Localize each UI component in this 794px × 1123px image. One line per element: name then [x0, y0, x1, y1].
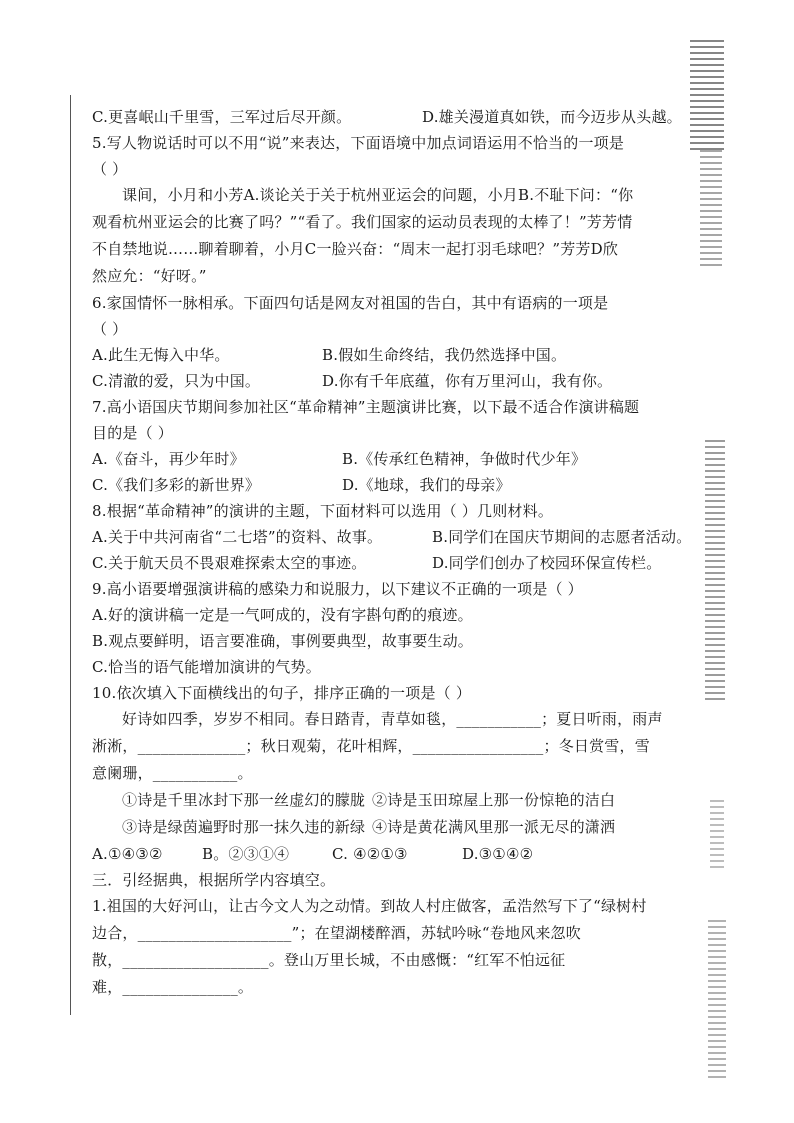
option-d: D.你有千年底蕴，你有万里河山，我有你。 — [322, 372, 613, 390]
fill-in-line: 边合，____________________”；在望湖楼醉酒，苏轼吟咏“卷地风来忽吹 — [92, 924, 581, 942]
option-b: B.观点要鲜明，语言要准确，事例要典型，故事要生动。 — [92, 632, 473, 650]
option-a: A.好的演讲稿一定是一气呵成的，没有字斟句酌的痕迹。 — [92, 606, 473, 624]
option-row-q8 — [92, 550, 700, 576]
option-row-q6 — [92, 342, 700, 368]
option-d: D.雄关漫道真如铁，而今迈步从头越。 — [422, 108, 682, 126]
question-7-stem-cont: 目的是（ ） — [92, 424, 173, 442]
question-6-stem: 6.家国情怀一脉相承。下面四句话是网友对祖国的告白，其中有语病的一项是 — [92, 294, 609, 312]
scan-artifact — [700, 150, 722, 270]
option-b: B。②③①④ — [202, 845, 290, 863]
option-c: C.更喜岷山千里雪，三军过后尽开颜。 — [92, 108, 352, 126]
question-8-stem: 8.根据“革命精神”的演讲的主题，下面材料可以选用（ ）几则材料。 — [92, 502, 554, 520]
answer-blank-q6: （ ） — [92, 320, 128, 338]
option-c: C. ④②①③ — [332, 845, 408, 863]
option-a: A.关于中共河南省“二七塔”的资料、故事。 — [92, 528, 383, 546]
question-9-stem: 9.高小语要增强演讲稿的感染力和说服力，以下建议不正确的一项是（ ） — [92, 580, 583, 598]
section-3-heading: 三．引经据典，根据所学内容填空。 — [92, 871, 336, 889]
binding-margin-line — [70, 95, 71, 1015]
option-a: A.此生无悔入中华。 — [92, 346, 230, 364]
option-b: B.假如生命终结，我仍然选择中国。 — [322, 346, 567, 364]
passage-line: 好诗如四季，岁岁不相同。春日踏青，青草如毯，___________；夏日听雨，雨声 — [122, 710, 663, 728]
answer-blank-q5: （ ） — [92, 160, 128, 178]
option-c: C.恰当的语气能增加演讲的气势。 — [92, 658, 321, 676]
passage-line: 然应允：“好呀。” — [92, 267, 207, 285]
option-a: A.①④③② — [92, 845, 163, 863]
option-b: B.同学们在国庆节期间的志愿者活动。 — [432, 528, 692, 546]
option-c: C.《我们多彩的新世界》 — [92, 476, 261, 494]
option-a: A.《奋斗，再少年时》 — [92, 450, 245, 468]
question-content — [92, 104, 700, 1001]
option-d: D.③①④② — [462, 845, 534, 863]
option-c: C.关于航天员不畏艰难探索太空的事迹。 — [92, 554, 367, 572]
sentence-choices-row — [92, 787, 700, 814]
option-row-q7 — [92, 472, 700, 498]
scan-artifact — [708, 920, 726, 1080]
option-row-q6 — [92, 368, 700, 394]
option-d: D.同学们创办了校园环保宣传栏。 — [432, 554, 662, 572]
fill-in-question-1: 1.祖国的大好河山，让古今文人为之动情。到故人村庄做客，孟浩然写下了“绿树村 — [92, 897, 647, 915]
question-7-stem: 7.高小语国庆节期间参加社区“革命精神”主题演讲比赛，以下最不适合作演讲稿题 — [92, 398, 640, 416]
passage-line: 课间，小月和小芳A.谈论关于关于杭州亚运会的问题，小月B.不耻下问：“你 — [122, 186, 634, 204]
sentence-choice-2: ②诗是玉田琼屋上那一份惊艳的洁白 — [372, 791, 616, 809]
sentence-choices-row — [92, 814, 700, 841]
question-10-stem: 10.依次填入下面横线出的句子，排序正确的一项是（ ） — [92, 684, 472, 702]
option-c: C.清澈的爱，只为中国。 — [92, 372, 261, 390]
fill-in-line: 难，_______________。 — [92, 978, 254, 996]
sentence-choice-3: ③诗是绿茵遍野时那一抹久违的新绿 — [122, 818, 366, 836]
option-d: D.《地球，我们的母亲》 — [342, 476, 511, 494]
passage-line: 意阑珊，___________。 — [92, 764, 253, 782]
passage-line: 淅淅，______________；秋日观菊，花叶相辉，_________________；冬日赏雪，雪 — [92, 737, 650, 755]
sentence-choice-1: ①诗是千里冰封下那一丝虚幻的朦胧 — [122, 791, 366, 809]
sentence-choice-4: ④诗是黄花满风里那一派无尽的潇洒 — [372, 818, 616, 836]
option-row-q4 — [92, 104, 700, 130]
scan-artifact — [710, 800, 724, 870]
question-5-stem: 5.写人物说话时可以不用“说”来表达，下面语境中加点词语运用不恰当的一项是 — [92, 134, 625, 152]
option-row-q7 — [92, 446, 700, 472]
option-row-q8 — [92, 524, 700, 550]
passage-line: 观看杭州亚运会的比赛了吗？”“看了。我们国家的运动员表现的太棒了！”芳芳情 — [92, 213, 633, 231]
option-row-q10 — [92, 841, 700, 867]
option-b: B.《传承红色精神，争做时代少年》 — [342, 450, 587, 468]
fill-in-line: 散，___________________。登山万里长城，不由感慨：“红军不怕远征 — [92, 951, 566, 969]
passage-line: 不自禁地说……聊着聊着，小月C一脸兴奋：“周末一起打羽毛球吧？”芳芳D欣 — [92, 240, 619, 258]
scan-artifact — [705, 440, 725, 700]
